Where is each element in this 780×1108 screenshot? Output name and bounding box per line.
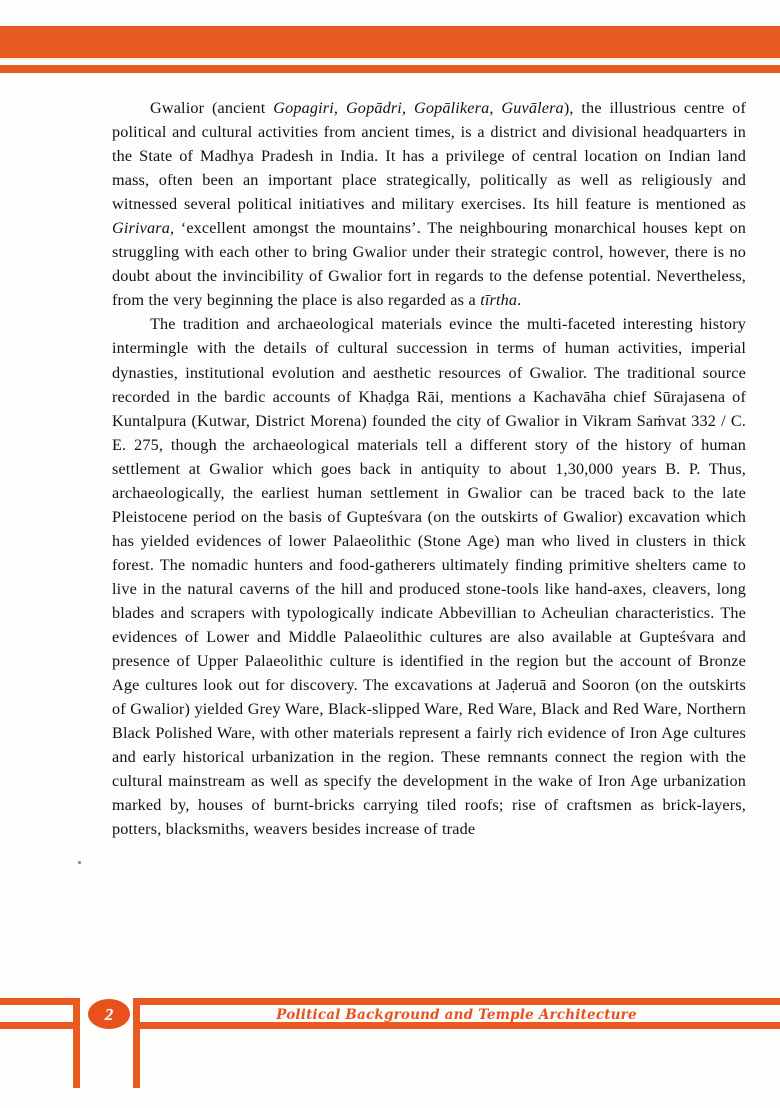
footer-descender-left — [73, 998, 80, 1088]
page-body — [112, 96, 746, 841]
footer-rule-left-top — [0, 998, 80, 1005]
header-rule-thin — [0, 65, 780, 73]
italic-term: Gopagiri, Gopādri, Gopālikera, Guvālera — [273, 99, 564, 117]
body-text-run: The tradition and archaeological materials evince the multi-faceted interesting history intermingle with the details of cultural succession in terms of human activities, imperial dynasties, institutional evolution and aesthetic resources of Gwalior. The traditional source recorded in the bardic accounts of Khaḍga Rāi, mentions a Kachavāha chief Sūrajasena of Kuntalpura (Kutwar, District Morena) founded the city of Gwalior in Vikram Saṁvat 332 / C. E. 275, though the archaeological materials tell a different story of the history of human settlement at Gwalior which goes back in antiquity to about 1,30,000 years B. P. Thus, archaeologically, the earliest human settlement in Gwalior can be traced back to the late Pleistocene period on the basis of Gupteśvara (on the outskirts of Gwalior) excavation which has yielded evidences of lower Palaeolithic (Stone Age) man who lived in clusters in thick forest. The nomadic hunters and food-gatherers ultimately finding primitive shelters came to live in the natural caverns of the hill and produced stone-tools like hand-axes, cleavers, long blades and scrapers with typologically indicate Abbevillian to Acheulian characteristics. The evidences of Lower and Middle Palaeolithic cultures are also available at Gupteśvara and presence of Upper Palaeolithic culture is identified in the region but the account of Bronze Age cultures look out for discovery. The excavations at Jaḍeruā and Sooron (on the outskirts of Gwalior) yielded Grey Ware, Black-slipped Ware, Red Ware, Black and Red Ware, Northern Black Polished Ware, with other materials represent a fairly rich evidence of Iron Age cultures and early historical urbanization in the region. These remnants connect the region with the cultural mainstream as well as specify the development in the wake of Iron Age urbanization marked by, houses of burnt-bricks carrying tiled roofs; rise of craftsmen as brick-layers, potters, blacksmiths, weavers besides increase of trade — [112, 315, 746, 839]
page-number-label: 2 — [104, 1004, 114, 1024]
italic-term: tīrtha — [480, 291, 518, 310]
paragraph-1 — [112, 96, 746, 312]
footer-rule-left-bottom — [0, 1022, 80, 1029]
page-footer — [0, 985, 780, 1108]
body-text-run: Gwalior (ancient — [150, 99, 274, 117]
paragraph-2 — [112, 312, 746, 841]
scan-artifact-speck — [78, 861, 81, 864]
body-text-run: ‘excellent amongst the mountains’. The neighbouring monarchical houses kept on struggling with each other to bring Gwalior under their strategic control, however, there is no doubt about the invincibility of Gwalior fort in regards to the defense potential. Nevertheless, from the very beginning the place is also regarded as a — [112, 219, 746, 310]
body-text-run: . — [517, 291, 522, 310]
header-rule-thick — [0, 26, 780, 58]
italic-term: Girivara, — [112, 219, 175, 238]
page-number-badge — [88, 999, 130, 1029]
body-text-run: ), the illustrious centre of political and cultural activities from ancient times, is a district and divisional headquarters in the State of Madhya Pradesh in India. It has a privilege of central location on Indian land mass, often been an important place strategically, politically as well as religiously and witnessed several political initiatives and military exercises. Its hill feature is mentioned as — [112, 99, 746, 214]
footer-title: Political Background and Temple Architecture — [276, 1006, 637, 1023]
